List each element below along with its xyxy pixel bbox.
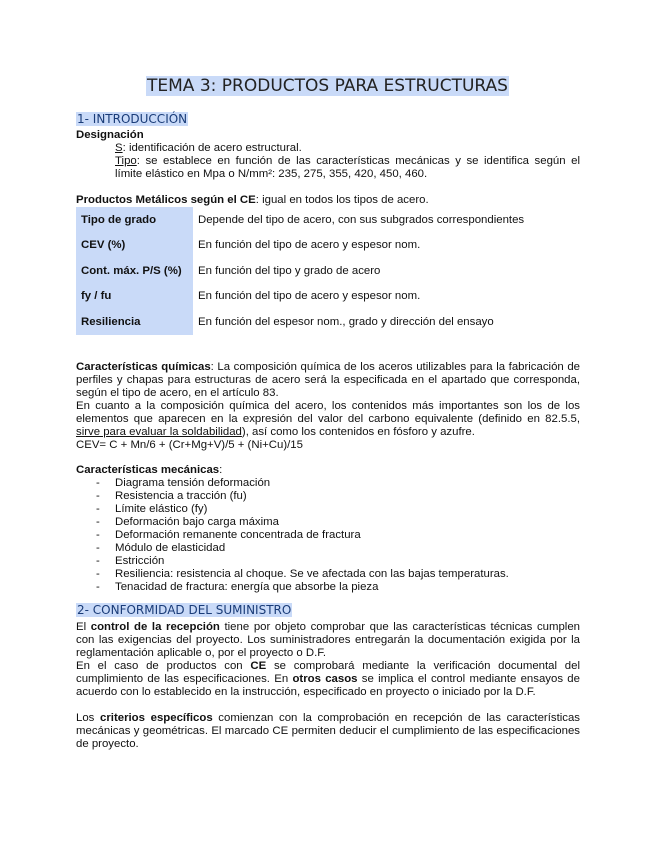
- list-item: - Deformación remanente concentrada de fractura: [96, 529, 361, 541]
- table-key: Cont. máx. P/S (%): [76, 258, 193, 284]
- table-value: En función del tipo y grado de acero: [198, 264, 381, 277]
- designacion-s: S: identificación de acero estructural.: [115, 142, 302, 154]
- table-value: En función del tipo de acero y espesor nom.: [198, 290, 421, 303]
- list-item: - Límite elástico (fy): [96, 503, 208, 515]
- quimicas-paragraph-2: En cuanto a la composición química del acero, los contenidos más importantes son los de los elementos que aparecen en la expresión del valor del carbono equivalente (definido en 82.5.5, sirve para evaluar la soldabilidad), así como los contenidos en fósforo y azufre.: [76, 400, 580, 438]
- quimicas-paragraph: Características químicas: La composición química de los aceros utilizables para la fabricación de perfiles y chapas para estructuras de acero será la especificada en el apartado que corresponda, según el tipo de acero, en el artículo 83.: [76, 361, 580, 399]
- conformidad-paragraph-2: En el caso de productos con CE se comprobará mediante la verificación documental del cumplimiento de las especificaciones. En otros casos se implica el control mediante ensayos de acuerdo con lo establecido en la instrucción, especificado en proyecto o iniciado por la D.F.: [76, 660, 580, 698]
- table-row: [76, 258, 580, 284]
- list-item: - Estricción: [96, 555, 165, 567]
- page-title-text: TEMA 3: PRODUCTOS PARA ESTRUCTURAS: [147, 76, 508, 96]
- designacion-tipo: Tipo: se establece en función de las características mecánicas y se identifica según el: [115, 155, 580, 167]
- list-item: - Deformación bajo carga máxima: [96, 516, 279, 528]
- section-heading-introduccion: 1- INTRODUCCIÓN: [77, 112, 188, 126]
- designacion-block: [76, 129, 580, 181]
- table-key: Tipo de grado: [76, 207, 193, 233]
- table-key: fy / fu: [76, 284, 193, 310]
- cev-formula: CEV= C + Mn/6 + (Cr+Mg+V)/5 + (Ni+Cu)/15: [76, 439, 303, 451]
- table-row: [76, 309, 580, 335]
- table-value: En función del tipo de acero y espesor nom.: [198, 239, 421, 252]
- page-title: [0, 76, 655, 96]
- table-key: Resiliencia: [76, 309, 193, 335]
- list-item: - Resiliencia: resistencia al choque. Se ve afectada con las bajas temperaturas.: [96, 568, 509, 580]
- table-value: En función del espesor nom., grado y dirección del ensayo: [198, 315, 494, 328]
- conformidad-paragraph-1: El control de la recepción tiene por objeto comprobar que las características técnicas cumplen con las exigencias del proyecto. Los suministradores entregarán la documentación exigida por la reglamentación aplicable o, por el proyecto o D.F.: [76, 621, 580, 659]
- productos-line: Productos Metálicos según el CE: igual en todos los tipos de acero.: [76, 194, 429, 206]
- list-item: - Resistencia a tracción (fu): [96, 490, 247, 502]
- properties-table: [76, 207, 580, 335]
- designacion-label: Designación: [76, 129, 144, 141]
- table-key: CEV (%): [76, 233, 193, 259]
- mecanicas-block: Características mecánicas: - Diagrama tensión deformación - Resistencia a tracción (fu) - Límite elástico (fy) - Deformación bajo carga máxima - Deformación remanente concentrada de fractura - Módulo de elasticidad - Estricción - Resiliencia: resistencia al choque. Se ve afectada con las bajas temperaturas. - Tenacidad de fractura: energía que absorbe la pieza: [76, 464, 580, 594]
- designacion-tipo-cont: límite elástico en Mpa o N/mm²: 235, 275, 355, 420, 450, 460.: [115, 168, 428, 180]
- table-row: [76, 233, 580, 259]
- list-item: - Módulo de elasticidad: [96, 542, 226, 554]
- mecanicas-label: Características mecánicas: [76, 464, 220, 476]
- section-heading-conformidad: 2- CONFORMIDAD DEL SUMINISTRO: [77, 603, 292, 617]
- conformidad-paragraph-3: Los criterios específicos comienzan con la comprobación en recepción de las características mecánicas y geométricas. El marcado CE permiten deducir el cumplimiento de las especificaciones de proyecto.: [76, 712, 581, 750]
- table-value: Depende del tipo de acero, con sus subgrados correspondientes: [198, 213, 525, 226]
- mecanicas-list: [76, 477, 580, 594]
- list-item: - Tenacidad de fractura: energía que absorbe la pieza: [96, 581, 379, 593]
- table-row: [76, 284, 580, 310]
- table-row: [76, 207, 580, 233]
- list-item: - Diagrama tensión deformación: [96, 477, 271, 489]
